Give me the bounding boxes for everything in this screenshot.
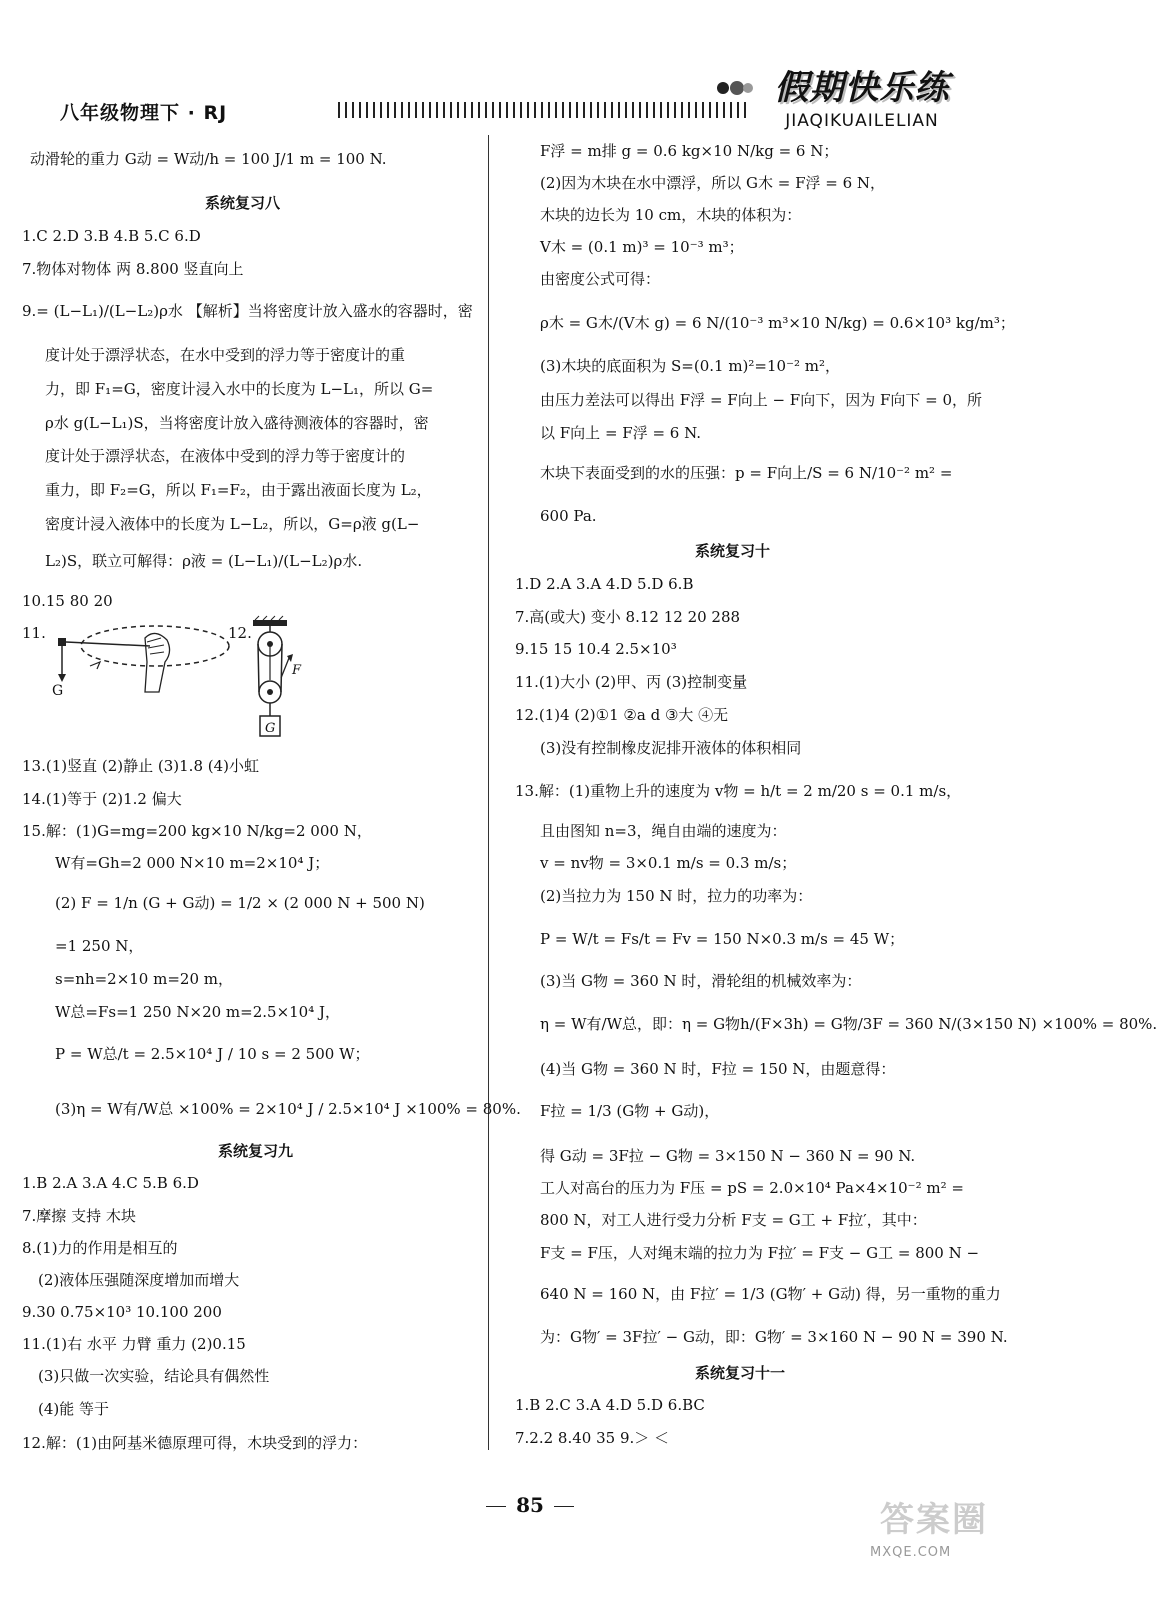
left-line: W总=Fs=1 250 N×20 m=2.5×10⁴ J， bbox=[55, 1003, 341, 1021]
right-line: 600 Pa. bbox=[540, 507, 597, 525]
right-line: P = W/t = Fs/t = Fv = 150 N×0.3 m/s = 45 W； bbox=[540, 930, 905, 948]
left-line: 12.解：(1)由阿基米德原理可得，木块受到的浮力： bbox=[22, 1434, 368, 1452]
left-line: 9.30 0.75×10³ 10.100 200 bbox=[22, 1303, 222, 1321]
left-line: 度计处于漂浮状态，在水中受到的浮力等于密度计的重 bbox=[45, 346, 406, 364]
right-line: 800 N，对工人进行受力分析 F支 = G工 + F拉′，其中： bbox=[540, 1211, 927, 1229]
left-line: 动滑轮的重力 G动 = W动/h = 100 J/1 m = 100 N. bbox=[30, 150, 387, 168]
right-line: (2)因为木块在水中漂浮，所以 G木 = F浮 = 6 N， bbox=[540, 174, 886, 192]
left-line: 9.= (L−L₁)/(L−L₂)ρ水 【解析】当将密度计放入盛水的容器时，密 bbox=[22, 302, 473, 320]
right-line: (3)没有控制橡皮泥排开液体的体积相同 bbox=[540, 739, 802, 757]
right-line: F支 = F压，人对绳末端的拉力为 F拉′ = F支 − G工 = 800 N − bbox=[540, 1244, 980, 1262]
left-line: 11. bbox=[22, 624, 46, 642]
left-line: 密度计浸入液体中的长度为 L−L₂，所以，G=ρ液 g(L− bbox=[45, 515, 420, 533]
right-line: 640 N = 160 N，由 F拉′ = 1/3 (G物′ + G动) 得，另一重物的重力 bbox=[540, 1285, 1001, 1303]
right-line: (4)当 G物 = 360 N 时，F拉 = 150 N，由题意得： bbox=[540, 1060, 896, 1078]
section-title: 系统复习十一 bbox=[695, 1364, 786, 1382]
right-line: 7.高(或大) 变小 8.12 12 20 288 bbox=[515, 608, 741, 626]
right-line: 13.解：(1)重物上升的速度为 v物 = h/t = 2 m/20 s = 0.1 m/s， bbox=[515, 782, 962, 800]
figure-label-g2: G bbox=[265, 721, 276, 736]
right-line: 7.2.2 8.40 35 9.＞ ＜ bbox=[515, 1429, 670, 1447]
right-line: 1.D 2.A 3.A 4.D 5.D 6.B bbox=[515, 575, 694, 593]
right-line: V木 = (0.1 m)³ = 10⁻³ m³； bbox=[540, 238, 744, 256]
right-line: F浮 = m排 g = 0.6 kg×10 N/kg = 6 N； bbox=[540, 142, 839, 160]
left-line: 15.解：(1)G=mg=200 kg×10 N/kg=2 000 N， bbox=[22, 822, 372, 840]
left-line: 12. bbox=[228, 624, 252, 642]
figure-label-g: G bbox=[52, 683, 64, 699]
left-line: (2) F = 1/n (G + G动) = 1/2 × (2 000 N + 500 N) bbox=[55, 894, 425, 912]
page-number: 85 bbox=[470, 1493, 590, 1517]
right-line: 得 G动 = 3F拉 − G物 = 3×150 N − 360 N = 90 N. bbox=[540, 1147, 916, 1165]
right-line: 且由图知 n=3，绳自由端的速度为： bbox=[540, 822, 787, 840]
right-line: 12.(1)4 (2)①1 ②a d ③大 ④无 bbox=[515, 706, 729, 724]
right-line: 工人对高台的压力为 F压 = pS = 2.0×10⁴ Pa×4×10⁻² m² = bbox=[540, 1179, 964, 1197]
section-title: 系统复习八 bbox=[205, 194, 281, 212]
left-line: 力，即 F₁=G，密度计浸入水中的长度为 L−L₁，所以 G= bbox=[45, 380, 434, 398]
brand-pinyin: JIAQIKUAILELIAN bbox=[785, 111, 939, 131]
right-line: (2)当拉力为 150 N 时，拉力的功率为： bbox=[540, 887, 813, 905]
left-line: 7.物体对物体 两 8.800 竖直向上 bbox=[22, 260, 244, 278]
left-line: 重力，即 F₂=G，所以 F₁=F₂，由于露出液面长度为 L₂， bbox=[45, 481, 432, 499]
header-subject: 八年级物理下 · RJ bbox=[60, 102, 228, 124]
left-line: (4)能 等于 bbox=[38, 1400, 110, 1418]
left-line: (2)液体压强随深度增加而增大 bbox=[38, 1271, 240, 1289]
left-line: s=nh=2×10 m=20 m， bbox=[55, 970, 233, 988]
right-line: (3)当 G物 = 360 N 时，滑轮组的机械效率为： bbox=[540, 972, 862, 990]
left-line: ρ水 g(L−L₁)S，当将密度计放入盛待测液体的容器时，密 bbox=[45, 414, 429, 432]
header-dots-icon bbox=[715, 78, 755, 98]
left-line: 14.(1)等于 (2)1.2 偏大 bbox=[22, 790, 182, 808]
right-line: F拉 = 1/3 (G物 + G动)， bbox=[540, 1102, 720, 1120]
header-brand bbox=[762, 60, 962, 131]
figure-11-circular-motion bbox=[50, 618, 230, 708]
right-line: 木块的边长为 10 cm，木块的体积为： bbox=[540, 206, 802, 224]
right-line: 由压力差法可以得出 F浮 = F向上 − F向下，因为 F向下 = 0，所 bbox=[540, 391, 983, 409]
watermark-url: MXQE.COM bbox=[870, 1545, 952, 1560]
right-line: 木块下表面受到的水的压强：p = F向上/S = 6 N/10⁻² m² = bbox=[540, 464, 953, 482]
right-line: 由密度公式可得： bbox=[540, 270, 661, 288]
right-line: ρ木 = G木/(V木 g) = 6 N/(10⁻³ m³×10 N/kg) = 0.6×10³ kg/m³； bbox=[540, 314, 1015, 332]
left-line: 1.C 2.D 3.B 4.B 5.C 6.D bbox=[22, 227, 201, 245]
right-line: 11.(1)大小 (2)甲、丙 (3)控制变量 bbox=[515, 673, 748, 691]
header-barcode-stripe bbox=[338, 102, 750, 118]
left-line: 度计处于漂浮状态，在液体中受到的浮力等于密度计的 bbox=[45, 447, 406, 465]
right-line: v = nv物 = 3×0.1 m/s = 0.3 m/s； bbox=[540, 854, 797, 872]
right-line: (3)木块的底面积为 S=(0.1 m)²=10⁻² m²， bbox=[540, 357, 841, 375]
right-line: η = W有/W总，即：η = G物h/(F×3h) = G物/3F = 360 N/(3×150 N) ×100% = 80%. bbox=[540, 1015, 1157, 1033]
section-title: 系统复习十 bbox=[695, 542, 771, 560]
left-line: W有=Gh=2 000 N×10 m=2×10⁴ J； bbox=[55, 854, 330, 872]
column-divider bbox=[488, 135, 489, 1450]
watermark-logo: 答案圈 bbox=[880, 1500, 988, 1540]
left-line: 1.B 2.A 3.A 4.C 5.B 6.D bbox=[22, 1174, 199, 1192]
left-line: 7.摩擦 支持 木块 bbox=[22, 1207, 136, 1225]
right-line: 1.B 2.C 3.A 4.D 5.D 6.BC bbox=[515, 1396, 705, 1414]
right-line: 以 F向上 = F浮 = 6 N. bbox=[540, 424, 702, 442]
left-line: =1 250 N， bbox=[55, 937, 144, 955]
left-line: 8.(1)力的作用是相互的 bbox=[22, 1239, 178, 1257]
left-line: L₂)S，联立可解得：ρ液 = (L−L₁)/(L−L₂)ρ水. bbox=[45, 552, 363, 570]
brand-title: 假期快乐练 bbox=[774, 68, 950, 108]
section-title: 系统复习九 bbox=[218, 1142, 294, 1160]
left-line: 13.(1)竖直 (2)静止 (3)1.8 (4)小虹 bbox=[22, 757, 260, 775]
left-line: P = W总/t = 2.5×10⁴ J / 10 s = 2 500 W； bbox=[55, 1045, 370, 1063]
left-line: 10.15 80 20 bbox=[22, 592, 113, 610]
left-line: (3)η = W有/W总 ×100% = 2×10⁴ J / 2.5×10⁴ J ×100% = 80%. bbox=[55, 1100, 521, 1118]
right-line: 为：G物′ = 3F拉′ − G动，即：G物′ = 3×160 N − 90 N = 390 N. bbox=[540, 1328, 1008, 1346]
right-line: 9.15 15 10.4 2.5×10³ bbox=[515, 640, 677, 658]
left-line: (3)只做一次实验，结论具有偶然性 bbox=[38, 1367, 270, 1385]
left-line: 11.(1)右 水平 力臂 重力 (2)0.15 bbox=[22, 1335, 246, 1353]
figure-label-f: F bbox=[292, 663, 302, 678]
